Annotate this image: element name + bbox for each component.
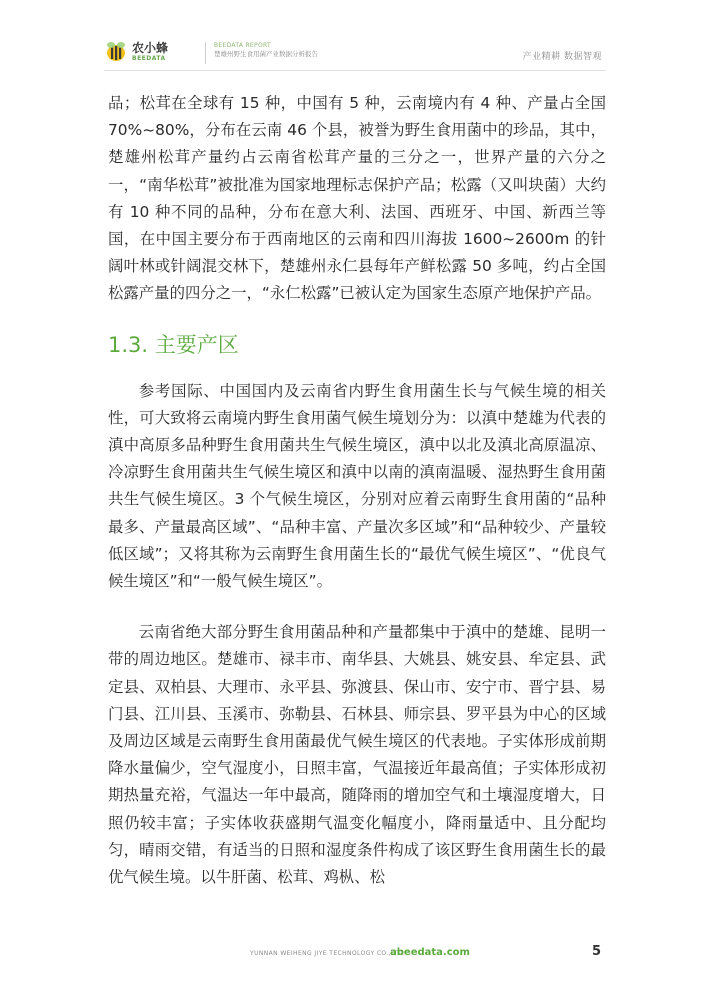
report-english-title: BEEDATA REPORT xyxy=(214,42,271,49)
header-rule xyxy=(104,70,606,71)
header-divider xyxy=(205,42,206,64)
footer-website-link[interactable]: abeedata.com xyxy=(390,947,470,958)
document-body xyxy=(108,90,606,891)
logo-chinese-name: 农小蜂 xyxy=(132,41,169,55)
paragraph-spacer xyxy=(108,595,606,619)
header-tagline: 产业精耕 数据智观 xyxy=(522,52,602,62)
bee-icon xyxy=(104,41,128,63)
paragraph-optimal-zone: 云南省绝大部分野生食用菌品种和产量都集中于滇中的楚雄、昆明一带的周边地区。楚雄市、禄丰市、南华县、大姚县、姚安县、牟定县、武定县、双柏县、大理市、永平县、弥渡县、保山市、安宁市、晋宁县、易门县、江川县、玉溪市、弥勒县、石林县、师宗县、罗平县为中心的区域及周边区域是云南野生食用菌最优气候生境区的代表地。子实体形成前期降水量偏少，空气湿度小，日照丰富，气温接近年最高值；子实体形成初期热量充裕，气温达一年中最高，随降雨的增加空气和土壤湿度增大，日照仍较丰富；子实体收获盛期气温变化幅度小，降雨量适中、且分配均匀，晴雨交错，有适当的日照和湿度条件构成了该区野生食用菌生长的最优气候生境。以牛肝菌、松茸、鸡枞、松 xyxy=(108,623,606,887)
brand-logo xyxy=(104,40,188,64)
section-heading-main-production-areas: 1.3. 主要产区 xyxy=(108,332,239,357)
page-footer xyxy=(0,944,710,964)
footer-company-name: YUNNAN WEIHENG JIYE TECHNOLOGY CO.,LTD. xyxy=(250,950,406,957)
page-header xyxy=(0,0,710,68)
report-chinese-title: 楚雄州野生食用菌产业数据分析报告 xyxy=(214,49,318,58)
logo-english-name: BEEDATA xyxy=(132,55,166,62)
report-title-block xyxy=(214,43,318,58)
paragraph-matsutake-truffle: 品；松茸在全球有 15 种，中国有 5 种，云南境内有 4 种、产量占全国 70%~80%，分布在云南 46 个县，被誉为野生食用菌中的珍品，其中，楚雄州松茸产量约占云南省松茸产量的三分之一，世界产量的六分之一，“南华松茸”被批准为国家地理标志保护产品；松露（又叫块菌）大约有 10 种不同的品种，分布在意大利、法国、西班牙、中国、新西兰等国，在中国主要分布于西南地区的云南和四川海拔 1600~2600m 的针阔叶林或针阔混交林下，楚雄州永仁县每年产鲜松露 50 多吨，约占全国松露产量的四分之一，“永仁松露”已被认定为国家生态原产地保护产品。 xyxy=(108,94,606,303)
paragraph-climate-zones: 参考国际、中国国内及云南省内野生食用菌生长与气候生境的相关性，可大致将云南境内野生食用菌气候生境划分为：以滇中楚雄为代表的滇中高原多品种野生食用菌共生气候生境区，滇中以北及滇北高原温凉、冷凉野生食用菌共生气候生境区和滇中以南的滇南温暖、湿热野生食用菌共生气候生境区。3 个气候生境区，分别对应着云南野生食用菌的“品种最多、产量最高区域”、“品种丰富、产量次多区域”和“品种较少、产量较低区域”；又将其称为云南野生食用菌生长的“最优气候生境区”、“优良气候生境区”和“一般气候生境区”。 xyxy=(108,381,606,591)
page-number: 5 xyxy=(592,944,602,959)
